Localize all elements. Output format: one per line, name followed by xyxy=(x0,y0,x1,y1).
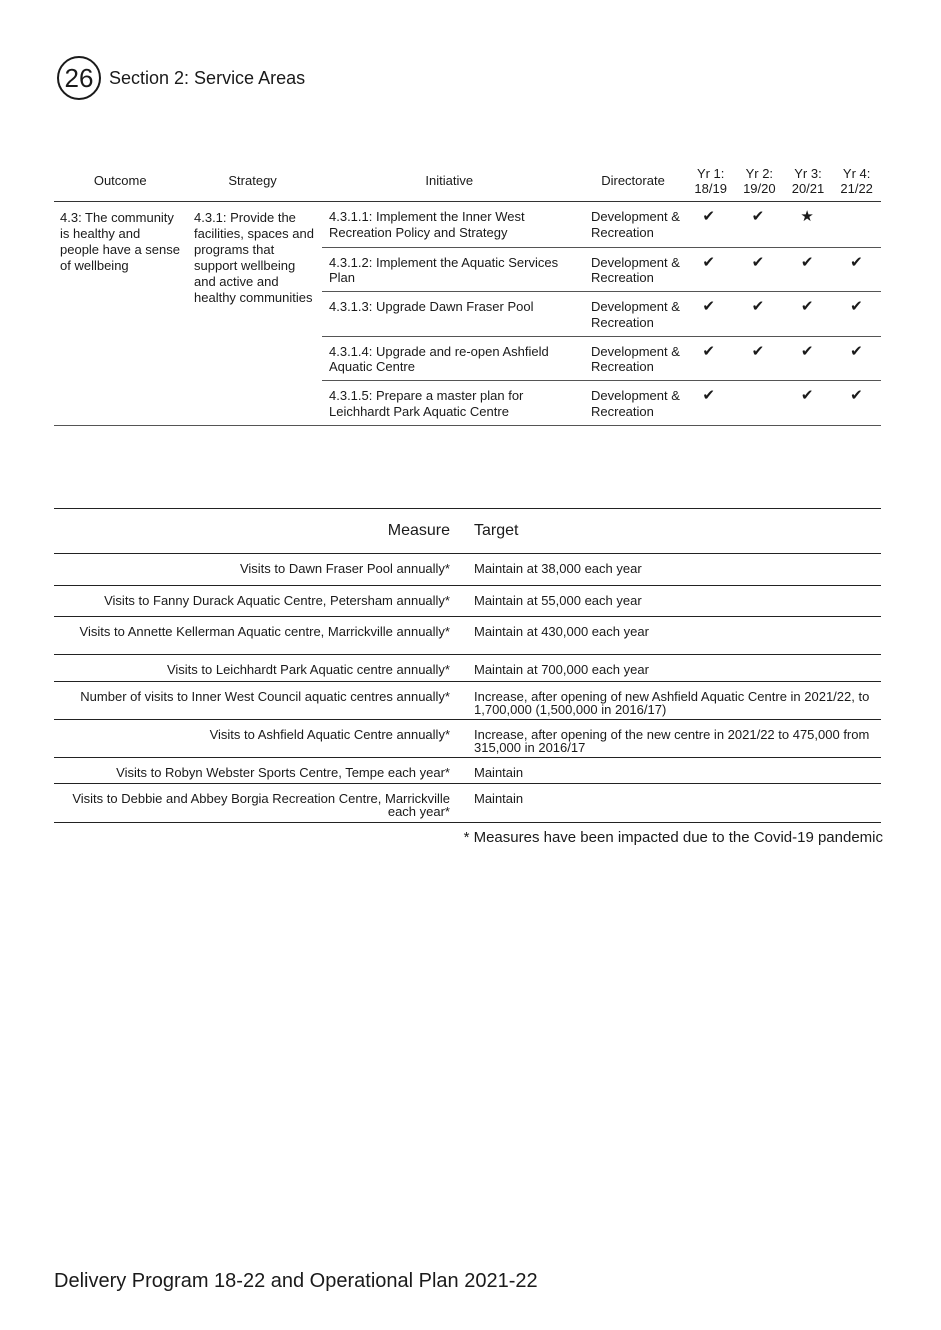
target-cell: Maintain at 430,000 each year xyxy=(474,624,649,639)
header-yr1-label: Yr 1: xyxy=(696,165,725,181)
yr4-mark xyxy=(832,202,881,247)
header-yr1 xyxy=(686,160,735,201)
header-yr4-period: 21/22 xyxy=(840,180,873,196)
directorate-cell: Development & Recreation xyxy=(591,299,680,330)
yr1-mark: ✔ xyxy=(702,298,715,316)
directorate-cell: Development & Recreation xyxy=(591,209,680,240)
measure-cell: Visits to Robyn Webster Sports Centre, Tempe each year* xyxy=(116,765,450,780)
outcome-cell: 4.3: The community is healthy and people have a sense of wellbeing xyxy=(60,210,180,273)
header-yr2-period: 19/20 xyxy=(743,180,776,196)
measure-row xyxy=(54,554,881,586)
header-yr4-label: Yr 4: xyxy=(842,165,871,181)
yr2-mark: ✔ xyxy=(751,298,765,316)
yr2-mark: ✔ xyxy=(751,342,765,360)
directorate-cell: Development & Recreation xyxy=(591,343,680,375)
header-yr3 xyxy=(784,160,833,201)
initiatives-table-body xyxy=(54,202,881,426)
initiatives-table-header xyxy=(54,160,881,202)
measure-cell: Visits to Annette Kellerman Aquatic centre, Marrickville annually* xyxy=(79,624,450,639)
directorate-cell: Development & Recreation xyxy=(591,254,680,286)
header-directorate: Directorate xyxy=(601,173,665,188)
target-cell: Maintain xyxy=(474,765,524,780)
initiative-cell: 4.3.1.3: Upgrade Dawn Fraser Pool xyxy=(329,299,534,315)
initiative-row xyxy=(322,291,881,336)
directorate-cell: Development & Recreation xyxy=(591,388,680,419)
initiative-row xyxy=(322,380,881,425)
yr1-mark: ✔ xyxy=(702,387,715,405)
target-cell: Maintain at 38,000 each year xyxy=(474,561,642,576)
initiative-row xyxy=(322,202,881,247)
header-initiative: Initiative xyxy=(425,173,474,188)
yr1-mark: ✔ xyxy=(702,253,715,271)
initiative-cell: 4.3.1.5: Prepare a master plan for Leichhardt Park Aquatic Centre xyxy=(329,388,524,419)
measure-row xyxy=(54,758,881,784)
yr4-mark: ✔ xyxy=(850,387,863,405)
initiative-row xyxy=(322,247,881,292)
yr2-mark xyxy=(733,381,782,425)
page-number: 26 xyxy=(57,56,101,100)
measure-cell: Visits to Debbie and Abbey Borgia Recreation Centre, Marrickville each year* xyxy=(72,791,450,819)
yr1-mark: ✔ xyxy=(702,342,715,360)
measures-table-header xyxy=(54,509,881,554)
measure-cell: Visits to Fanny Durack Aquatic Centre, Petersham annually* xyxy=(104,593,450,608)
initiative-cell: 4.3.1.4: Upgrade and re-open Ashfield Aquatic Centre xyxy=(329,343,549,375)
initiative-cell: 4.3.1.1: Implement the Inner West Recreation Policy and Strategy xyxy=(329,209,525,240)
yr3-mark: ✔ xyxy=(800,298,814,316)
yr1-mark: ✔ xyxy=(702,208,715,225)
header-yr4 xyxy=(832,160,881,201)
measure-row xyxy=(54,655,881,682)
measures-table xyxy=(54,508,881,823)
initiative-row xyxy=(322,336,881,381)
yr3-mark: ✔ xyxy=(800,253,814,271)
yr3-mark: ✔ xyxy=(800,342,814,360)
measure-row xyxy=(54,617,881,655)
measure-row xyxy=(54,586,881,617)
initiatives-table xyxy=(54,160,881,426)
yr3-mark: ✔ xyxy=(800,387,814,405)
measure-cell: Number of visits to Inner West Council aquatic centres annually* xyxy=(80,689,450,704)
yr2-mark: ✔ xyxy=(751,253,765,271)
yr2-mark: ✔ xyxy=(751,208,765,225)
header-measure: Measure xyxy=(387,522,450,539)
measure-cell: Visits to Ashfield Aquatic Centre annually* xyxy=(209,727,450,742)
header-yr2-label: Yr 2: xyxy=(745,165,774,181)
target-cell: Maintain xyxy=(474,791,524,806)
page-header xyxy=(57,56,305,100)
strategy-cell: 4.3.1: Provide the facilities, spaces and programs that support wellbeing and active and healthy communities xyxy=(194,210,314,305)
target-cell: Increase, after opening of the new centre in 2021/22 to 475,000 from 315,000 in 2016/17 xyxy=(474,727,870,755)
measure-row xyxy=(54,682,881,720)
target-cell: Maintain at 700,000 each year xyxy=(474,662,649,677)
header-yr3-period: 20/21 xyxy=(791,180,825,196)
header-yr2 xyxy=(735,160,784,201)
header-strategy: Strategy xyxy=(228,173,277,188)
measure-cell: Visits to Dawn Fraser Pool annually* xyxy=(239,561,450,576)
header-yr1-period: 18/19 xyxy=(694,180,727,196)
header-target: Target xyxy=(474,522,519,539)
yr3-mark: ★ xyxy=(800,208,814,225)
yr4-mark: ✔ xyxy=(850,298,863,316)
header-outcome: Outcome xyxy=(93,173,147,188)
footnote: * Measures have been impacted due to the Covid-19 pandemic xyxy=(463,829,883,846)
target-cell: Increase, after opening of new Ashfield Aquatic Centre in 2021/22, to 1,700,000 (1,500,000 in 2016/17) xyxy=(474,689,870,717)
measure-row xyxy=(54,784,881,823)
yr4-mark: ✔ xyxy=(850,253,863,271)
initiative-rows xyxy=(322,202,881,425)
measure-row xyxy=(54,720,881,758)
measure-cell: Visits to Leichhardt Park Aquatic centre annually* xyxy=(166,662,450,677)
header-yr3-label: Yr 3: xyxy=(794,165,822,181)
initiative-cell: 4.3.1.2: Implement the Aquatic Services Plan xyxy=(329,254,559,286)
target-cell: Maintain at 55,000 each year xyxy=(474,593,642,608)
yr4-mark: ✔ xyxy=(850,342,863,360)
section-title: Section 2: Service Areas xyxy=(109,67,306,88)
footer-title: Delivery Program 18-22 and Operational Plan 2021-22 xyxy=(54,1270,538,1292)
